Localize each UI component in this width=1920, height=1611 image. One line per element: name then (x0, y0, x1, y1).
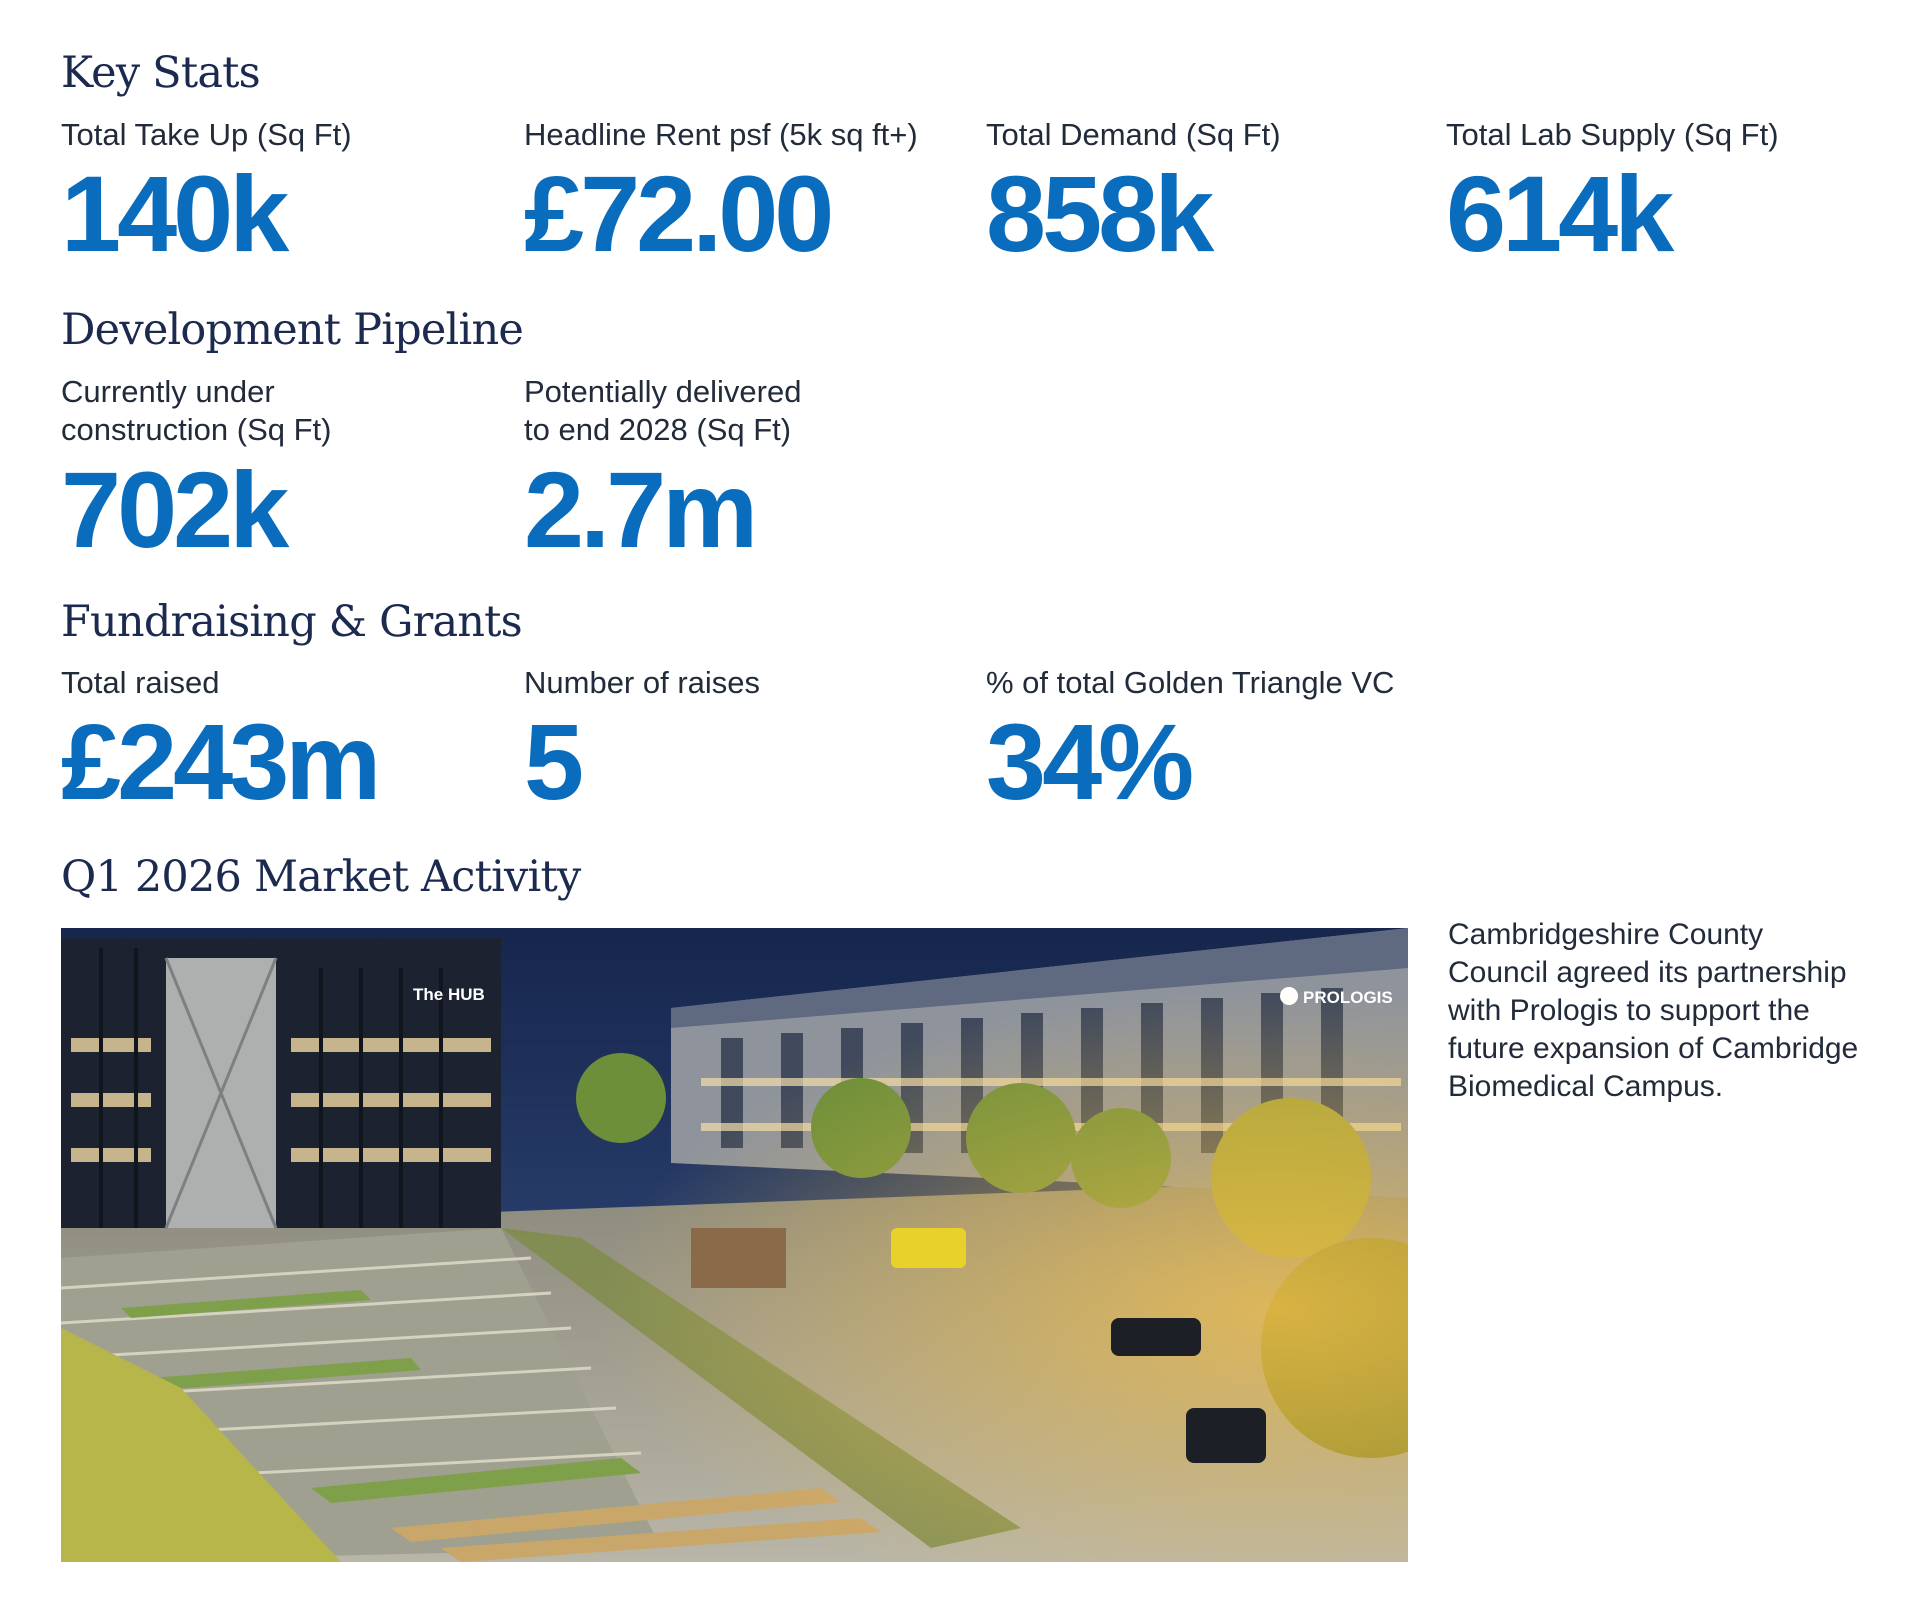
news-line: Biomedical Campus. (1448, 1070, 1724, 1103)
headline-rent-value: £72.00 (524, 153, 831, 274)
golden-triangle-share-value: 34% (986, 701, 1191, 822)
delivered-2028-label-line2: to end 2028 (Sq Ft) (524, 412, 792, 447)
number-of-raises-label: Number of raises (524, 665, 761, 700)
headline-rent-label: Headline Rent psf (5k sq ft+) (524, 117, 918, 152)
total-demand-value: 858k (986, 153, 1211, 274)
news-line: Cambridgeshire County (1448, 918, 1764, 951)
ambulance (891, 1228, 966, 1268)
under-construction-label (61, 373, 331, 449)
number-of-raises-value: 5 (524, 701, 581, 822)
news-line: with Prologis to support the (1448, 994, 1810, 1027)
golden-triangle-share-label: % of total Golden Triangle VC (986, 665, 1395, 700)
news-line: future expansion of Cambridge (1448, 1032, 1859, 1065)
total-raised-label: Total raised (61, 665, 220, 700)
under-construction-label-line2: construction (Sq Ft) (61, 412, 332, 447)
total-lab-supply-value: 614k (1446, 153, 1671, 274)
delivered-2028-label-line1: Potentially delivered (524, 374, 802, 409)
key-stats-heading: Key Stats (61, 48, 260, 98)
market-activity-heading: Q1 2026 Market Activity (61, 852, 581, 902)
total-demand-label: Total Demand (Sq Ft) (986, 117, 1281, 152)
delivered-2028-label (524, 373, 801, 449)
market-activity-news (1448, 916, 1898, 1106)
fundraising-heading: Fundraising & Grants (61, 597, 522, 647)
news-line: Council agreed its partnership (1448, 956, 1847, 989)
development-pipeline-heading: Development Pipeline (61, 305, 523, 355)
campus-rendering-image (61, 928, 1408, 1562)
kiosk (691, 1228, 786, 1288)
under-construction-value: 702k (61, 449, 286, 570)
total-take-up-value: 140k (61, 153, 286, 274)
car-parked (1186, 1408, 1266, 1463)
car-dark (1111, 1318, 1201, 1356)
delivered-2028-value: 2.7m (524, 449, 755, 570)
under-construction-label-line1: Currently under (61, 374, 275, 409)
total-lab-supply-label: Total Lab Supply (Sq Ft) (1446, 117, 1779, 152)
total-take-up-label: Total Take Up (Sq Ft) (61, 117, 352, 152)
total-raised-value: £243m (61, 701, 378, 822)
